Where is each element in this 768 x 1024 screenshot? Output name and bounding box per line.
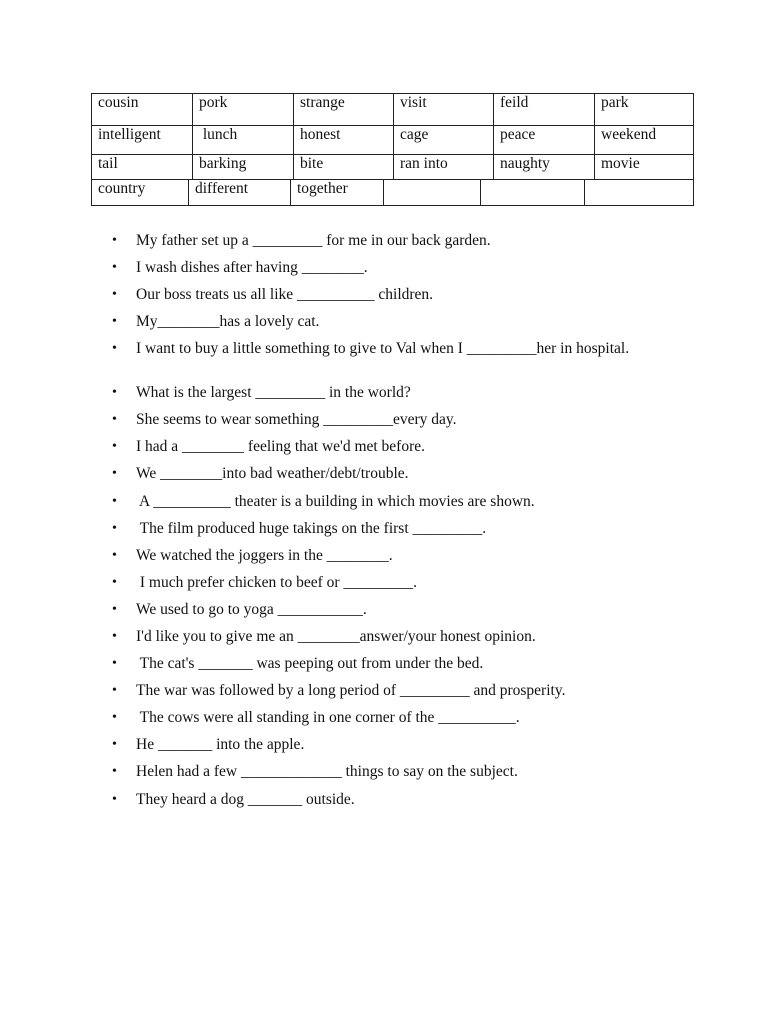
word-bank-cell	[383, 180, 480, 205]
word-bank-cell: cousin	[98, 94, 139, 111]
sentence-text: She seems to wear something _________every day.	[136, 411, 457, 428]
sentence-text: I wash dishes after having ________.	[136, 259, 368, 276]
word-bank-cell: lunch	[192, 126, 293, 154]
word-bank-cell	[584, 180, 695, 205]
bullet-icon: •	[112, 629, 117, 644]
word-bank-cell: naughty	[493, 155, 594, 179]
word-bank-cell: movie	[594, 155, 695, 179]
word-bank-row	[92, 154, 693, 179]
word-bank-cell: visit	[393, 94, 493, 125]
sentence-text: My father set up a _________ for me in our back garden.	[136, 232, 491, 249]
bullet-icon: •	[112, 260, 117, 275]
word-bank-cell: barking	[192, 155, 293, 179]
bullet-icon: •	[112, 710, 117, 725]
sentence-text: I'd like you to give me an ________answer/your honest opinion.	[136, 628, 536, 645]
bullet-icon: •	[112, 575, 117, 590]
sentence-text: The war was followed by a long period of _________ and prosperity.	[136, 682, 566, 699]
word-bank-cell: country	[98, 180, 146, 197]
bullet-icon: •	[112, 385, 117, 400]
bullet-icon: •	[112, 412, 117, 427]
bullet-icon: •	[112, 314, 117, 329]
bullet-icon: •	[112, 521, 117, 536]
sentence-text: The cows were all standing in one corner of the __________.	[136, 709, 520, 726]
sentence-text: The film produced huge takings on the first _________.	[136, 520, 487, 537]
sentence-text: We ________into bad weather/debt/trouble.	[136, 465, 409, 482]
sentence-text: They heard a dog _______ outside.	[136, 791, 355, 808]
bullet-icon: •	[112, 287, 117, 302]
word-bank-row	[92, 94, 693, 125]
word-bank-cell	[480, 180, 584, 205]
sentence-text: I want to buy a little something to give to Val when I _________her in hospital.	[136, 340, 630, 357]
bullet-icon: •	[112, 792, 117, 807]
word-bank-cell: park	[594, 94, 695, 125]
word-bank-cell: pork	[192, 94, 293, 125]
word-bank-cell: honest	[293, 126, 393, 154]
word-bank-cell: strange	[293, 94, 393, 125]
bullet-icon: •	[112, 764, 117, 779]
bullet-icon: •	[112, 466, 117, 481]
word-bank-cell: bite	[293, 155, 393, 179]
sentence-text: We watched the joggers in the ________.	[136, 547, 393, 564]
word-bank-cell: together	[290, 180, 383, 205]
word-bank-row	[92, 179, 693, 205]
bullet-icon: •	[112, 602, 117, 617]
sentence-text: What is the largest _________ in the world?	[136, 384, 411, 401]
word-bank-cell: peace	[493, 126, 594, 154]
word-bank-cell: cage	[393, 126, 493, 154]
word-bank-row	[92, 125, 693, 154]
sentence-text: The cat's _______ was peeping out from under the bed.	[136, 655, 484, 672]
sentence-text: A __________ theater is a building in which movies are shown.	[136, 493, 535, 510]
word-bank-table	[91, 93, 694, 206]
bullet-icon: •	[112, 737, 117, 752]
bullet-icon: •	[112, 494, 117, 509]
word-bank-cell: different	[188, 180, 290, 205]
bullet-icon: •	[112, 683, 117, 698]
bullet-icon: •	[112, 548, 117, 563]
bullet-icon: •	[112, 656, 117, 671]
word-bank-cell: ran into	[393, 155, 493, 179]
sentence-text: We used to go to yoga ___________.	[136, 601, 367, 618]
sentence-text: He _______ into the apple.	[136, 736, 305, 753]
bullet-icon: •	[112, 439, 117, 454]
word-bank-cell: feild	[493, 94, 594, 125]
sentence-text: Helen had a few _____________ things to say on the subject.	[136, 763, 518, 780]
sentence-text: My________has a lovely cat.	[136, 313, 320, 330]
bullet-icon: •	[112, 233, 117, 248]
bullet-icon: •	[112, 341, 117, 356]
sentence-text: I much prefer chicken to beef or _________.	[136, 574, 418, 591]
word-bank-cell: weekend	[594, 126, 695, 154]
word-bank-cell: tail	[98, 155, 118, 172]
sentence-text: Our boss treats us all like __________ children.	[136, 286, 434, 303]
sentence-text: I had a ________ feeling that we'd met before.	[136, 438, 426, 455]
word-bank-cell: intelligent	[98, 126, 161, 143]
